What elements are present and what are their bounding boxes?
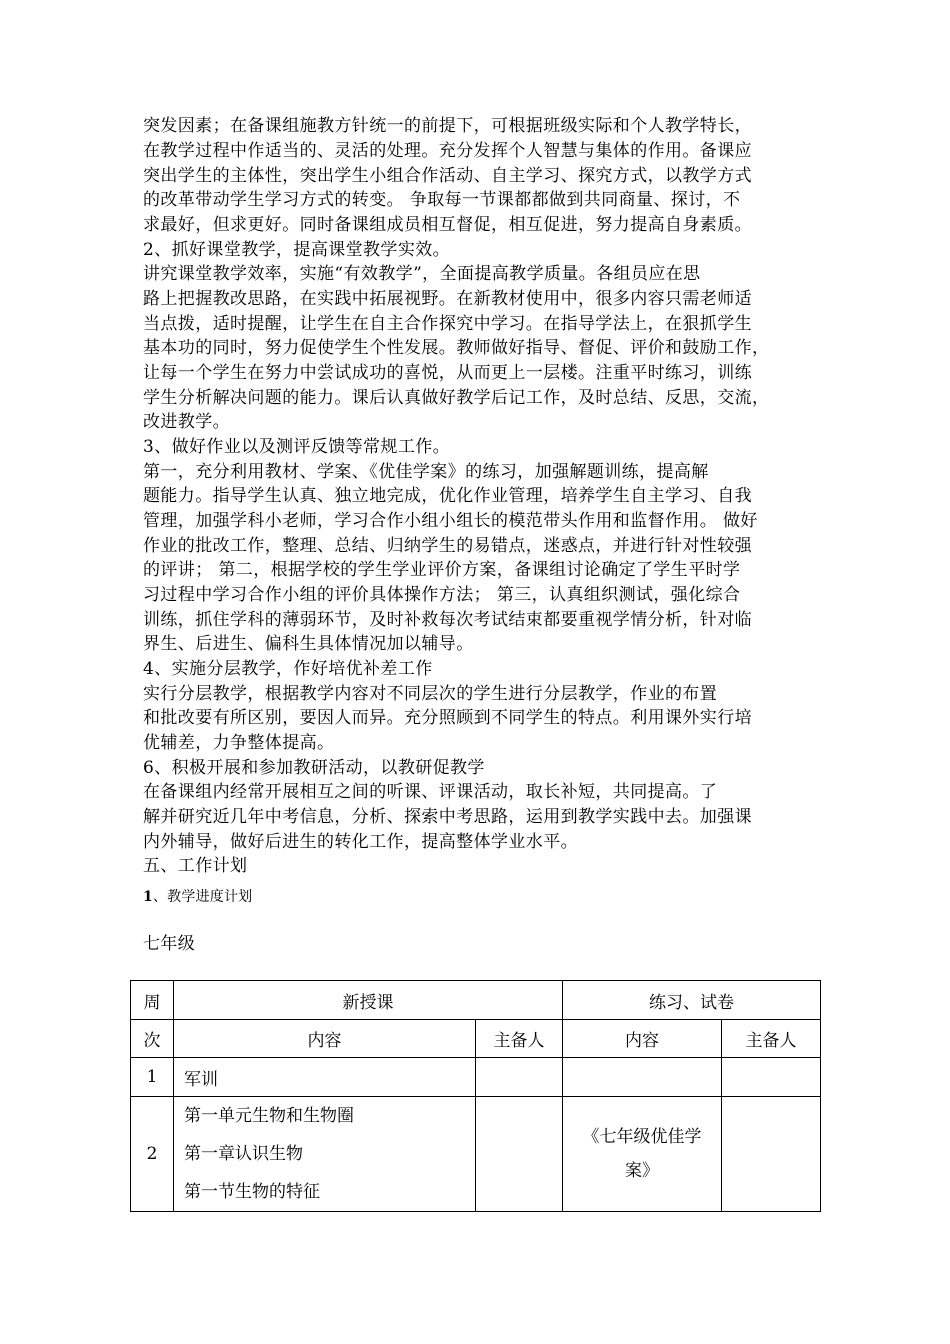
section-heading: 6、积极开展和参加教研活动，以教研促教学: [143, 758, 485, 778]
paragraph-line: 让每一个学生在努力中尝试成功的喜悦，从而更上一层楼。注重平时练习，训练: [143, 363, 752, 383]
grade-label: 七年级: [143, 934, 196, 954]
week-cell: 2: [131, 1097, 174, 1212]
practice-content-cell: [563, 1058, 722, 1097]
content-cell: 军训: [174, 1058, 476, 1097]
table-subheader-row: [131, 1020, 821, 1058]
content-header: 内容: [174, 1020, 476, 1058]
table-header-row: [131, 981, 821, 1020]
paragraph-line: 界生、后进生、偏科生具体情况加以辅导。: [143, 634, 474, 654]
subsection-heading: [143, 885, 252, 909]
paragraph-line: 基本功的同时，努力促使学生个性发展。教师做好指导、督促、评价和鼓励工作，: [143, 338, 770, 358]
table-row: [131, 1097, 821, 1212]
paragraph-line: 和批改要有所区别，要因人而异。充分照顾到不同学生的特点。利用课外实行培: [143, 708, 752, 728]
subsection-number: 1: [143, 889, 153, 905]
paragraph-line: 的评讲； 第二，根据学校的学生学业评价方案，备课组讨论确定了学生平时学: [143, 560, 741, 580]
practice-content-line: 《七年级优佳学: [582, 1127, 702, 1147]
week-header-top: 周: [131, 981, 174, 1020]
paragraph-line: 的改革带动学生学习方式的转变。 争取每一节课都都做到共同商量、探讨，不: [143, 190, 741, 210]
paragraph-line: 习过程中学习合作小组的评价具体操作方法； 第三，认真组织测试，强化综合: [143, 585, 741, 605]
subsection-text: 、教学进度计划: [152, 889, 253, 905]
paragraph-line: 内外辅导，做好后进生的转化工作，提高整体学业水平。: [143, 832, 578, 852]
section-heading: 4、实施分层教学，作好培优补差工作: [143, 659, 433, 679]
section-heading: 五、工作计划: [143, 856, 248, 876]
preparer-cell: [476, 1058, 563, 1097]
content-line: 第一单元生物和生物圈: [184, 1106, 354, 1126]
paragraph-line: 优辅差，力争整体提高。: [143, 733, 335, 753]
content-line: 第一节生物的特征: [184, 1182, 320, 1202]
practice-header: 练习、试卷: [563, 981, 821, 1020]
week-cell: 1: [131, 1058, 174, 1097]
paragraph-line: 改进教学。: [143, 412, 230, 432]
practice-content-line: 案》: [625, 1161, 659, 1181]
paragraph-line: 训练，抓住学科的薄弱环节，及时补救每次考试结束都要重视学情分析，针对临: [143, 610, 752, 630]
paragraph-line: 学生分析解决问题的能力。课后认真做好教学后记工作，及时总结、反思，交流，: [143, 388, 770, 408]
paragraph-line: 当点拨，适时提醒，让学生在自主合作探究中学习。在指导学法上，在狠抓学生: [143, 314, 752, 334]
preparer-cell: [476, 1097, 563, 1212]
practice-content-cell: [563, 1097, 722, 1212]
practice-preparer-header: 主备人: [722, 1020, 821, 1058]
table-row: [131, 1058, 821, 1097]
preparer-header: 主备人: [476, 1020, 563, 1058]
paragraph-line: 题能力。指导学生认真、独立地完成，优化作业管理，培养学生自主学习、自我: [143, 486, 752, 506]
paragraph-line: 作业的批改工作，整理、总结、归纳学生的易错点，迷惑点，并进行针对性较强: [143, 536, 752, 556]
paragraph-line: 解并研究近几年中考信息，分析、探索中考思路，运用到教学实践中去。加强课: [143, 807, 752, 827]
practice-content-header: 内容: [563, 1020, 722, 1058]
practice-preparer-cell: [722, 1058, 821, 1097]
paragraph-line: 求最好，但求更好。同时备课组成员相互督促，相互促进，努力提高自身素质。: [143, 215, 752, 235]
practice-preparer-cell: [722, 1097, 821, 1212]
paragraph-line: 讲究课堂教学效率，实施“有效教学”，全面提高教学质量。各组员应在思: [143, 264, 701, 284]
paragraph-line: 路上把握教改思路，在实践中拓展视野。在新教材使用中，很多内容只需老师适: [143, 289, 752, 309]
paragraph-line: 在备课组内经常开展相互之间的听课、评课活动，取长补短，共同提高。了: [143, 782, 718, 802]
paragraph-line: 突出学生的主体性，突出学生小组合作活动、自主学习、探究方式，以教学方式: [143, 166, 752, 186]
section-heading: 3、做好作业以及测评反馈等常规工作。: [143, 437, 451, 457]
section-heading: 2、抓好课堂教学，提高课堂教学实效。: [143, 240, 451, 260]
paragraph-line: 突发因素；在备课组施教方针统一的前提下，可根据班级实际和个人教学特长，: [143, 116, 752, 136]
paragraph-line: 在教学过程中作适当的、灵活的处理。充分发挥个人智慧与集体的作用。备课应: [143, 141, 752, 161]
paragraph-line: 第一，充分利用教材、学案、《优佳学案》的练习，加强解题训练，提高解: [143, 462, 709, 482]
content-line: 第一章认识生物: [184, 1144, 303, 1164]
paragraph-line: 管理，加强学科小老师，学习合作小组小组长的模范带头作用和监督作用。 做好: [143, 511, 758, 531]
new-lesson-header: 新授课: [174, 981, 563, 1020]
teaching-schedule-table: [130, 980, 821, 1212]
content-cell: [174, 1097, 476, 1212]
paragraph-line: 实行分层教学，根据教学内容对不同层次的学生进行分层教学，作业的布置: [143, 684, 718, 704]
week-header-bottom: 次: [131, 1020, 174, 1058]
